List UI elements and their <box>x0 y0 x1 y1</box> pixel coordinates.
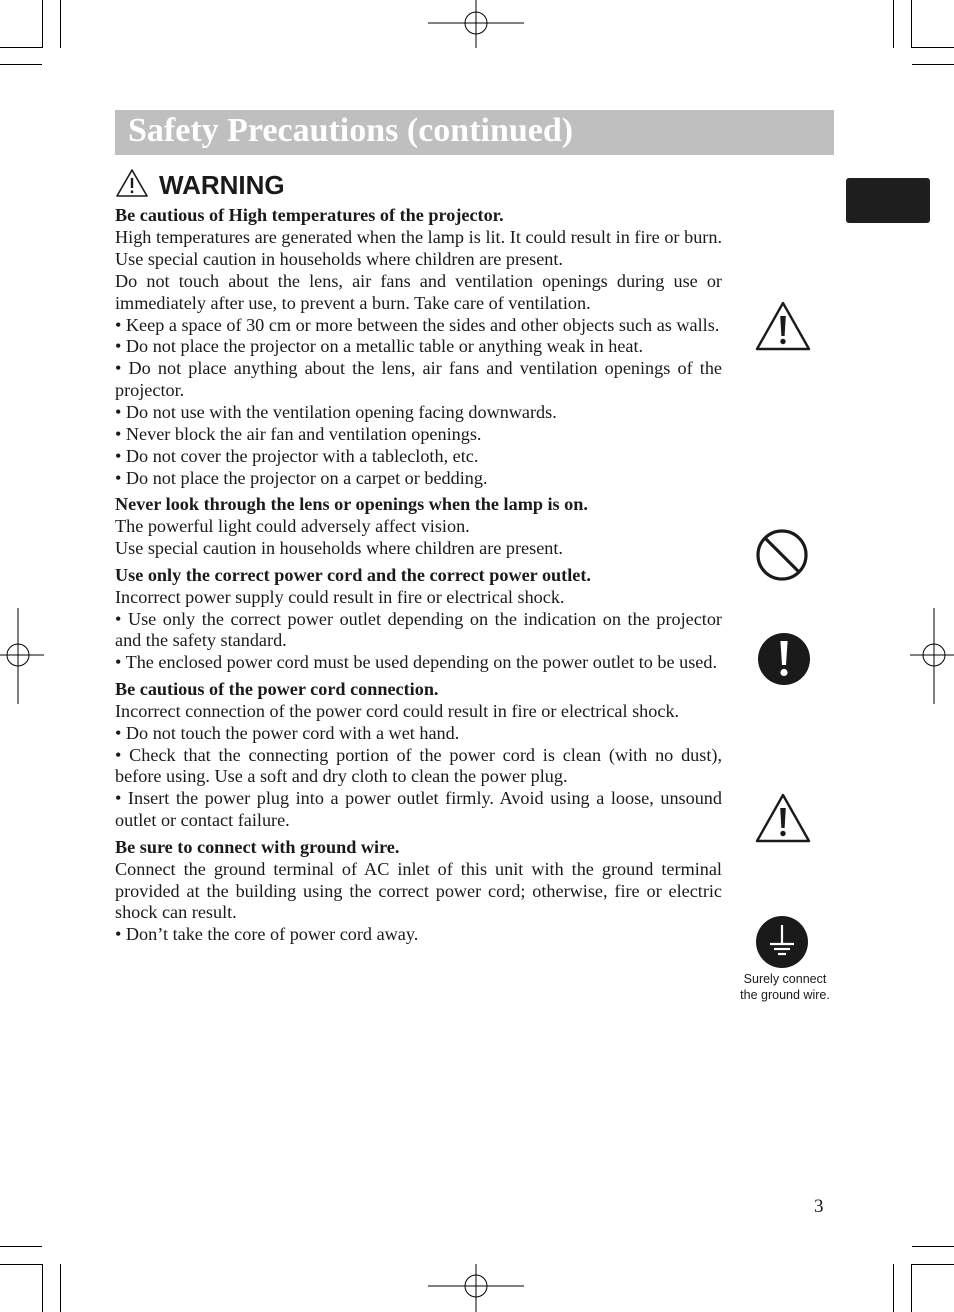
crop-mark <box>42 0 43 48</box>
caution-triangle-icon <box>754 792 812 844</box>
crop-mark <box>60 1264 61 1312</box>
bullet-item: • Do not cover the projector with a tablecloth, etc. <box>115 445 479 466</box>
section-text: Use special caution in households where children are present. <box>115 538 563 559</box>
page-number: 3 <box>814 1196 824 1217</box>
bullet-item: • Do not place the projector on a carpet or bedding. <box>115 467 488 488</box>
crop-mark <box>911 0 912 48</box>
caption-line: the ground wire. <box>740 988 830 1002</box>
crop-mark <box>912 47 954 48</box>
crop-mark <box>912 1246 954 1247</box>
bullet-item: • Do not use with the ventilation opening facing downwards. <box>115 402 557 423</box>
crop-mark <box>912 1264 954 1265</box>
bullet-item: • Keep a space of 30 cm or more between the sides and other objects such as walls. <box>115 314 720 335</box>
bullet-item: • Use only the correct power outlet depending on the indication on the projector and the safety standard. <box>115 608 722 651</box>
section-heading: Use only the correct power cord and the correct power outlet. <box>115 564 591 585</box>
bullet-item: • Don’t take the core of power cord away. <box>115 924 419 945</box>
crop-mark <box>0 1264 42 1265</box>
caption-line: Surely connect <box>743 972 827 986</box>
section-heading: Be cautious of High temperatures of the projector. <box>115 205 504 225</box>
section-text: Incorrect power supply could result in fire or electrical shock. <box>115 586 565 607</box>
section-text: The powerful light could adversely affect vision. <box>115 516 470 537</box>
crop-mark <box>0 64 42 65</box>
warning-label: WARNING <box>159 170 285 200</box>
section-cord-connection <box>115 679 722 832</box>
section-power-cord <box>115 565 722 675</box>
section-text: Do not touch about the lens, air fans and ventilation openings during use or immediately after use, to prevent a burn. Take care of ventilation. <box>115 270 722 313</box>
prohibition-icon <box>755 528 809 582</box>
ground-wire-icon <box>755 915 809 969</box>
registration-mark <box>428 0 524 48</box>
registration-mark <box>0 608 44 704</box>
bullet-item: • Never block the air fan and ventilation openings. <box>115 424 482 445</box>
crop-mark <box>42 1264 43 1312</box>
crop-mark <box>911 1264 912 1312</box>
bullet-item: • Do not place anything about the lens, air fans and ventilation openings of the projector. <box>115 358 722 401</box>
section-heading: Never look through the lens or openings when the lamp is on. <box>115 494 588 515</box>
bullet-item: • Do not place the projector on a metallic table or anything weak in heat. <box>115 336 644 357</box>
section-text: Incorrect connection of the power cord could result in fire or electrical shock. <box>115 700 680 721</box>
section-heading: Be cautious of the power cord connection. <box>115 678 439 699</box>
section-lens <box>115 494 722 560</box>
section-heading: Be sure to connect with ground wire. <box>115 836 400 857</box>
caution-triangle-icon <box>754 300 812 352</box>
mandatory-exclamation-icon <box>757 632 811 686</box>
bullet-item: • The enclosed power cord must be used depending on the power outlet to be used. <box>115 652 718 673</box>
section-ground-wire <box>115 837 722 947</box>
registration-mark <box>910 608 954 704</box>
bullet-item: • Check that the connecting portion of the power cord is clean (with no dust), before using. Use a soft and dry cloth to clean the power plug. <box>115 744 722 787</box>
title-bar <box>115 110 834 155</box>
registration-mark <box>428 1264 524 1312</box>
crop-mark <box>893 1264 894 1312</box>
crop-mark <box>60 0 61 48</box>
section-text: High temperatures are generated when the lamp is lit. It could result in fire or burn. Use special caution in households where children are present. <box>115 226 722 269</box>
bullet-item: • Insert the power plug into a power outlet firmly. Avoid using a loose, unsound outlet or contact failure. <box>115 788 722 831</box>
page-title: Safety Precautions (continued) <box>128 112 574 149</box>
warning-triangle-icon <box>115 168 149 198</box>
crop-mark <box>893 0 894 48</box>
ground-wire-caption <box>730 971 840 1003</box>
crop-mark <box>0 47 42 48</box>
section-high-temperature <box>115 205 722 490</box>
crop-mark <box>912 64 954 65</box>
section-text: Connect the ground terminal of AC inlet of this unit with the ground terminal provided at the building using the correct power cord; otherwise, fire or electric shock can result. <box>115 858 722 923</box>
language-tab <box>846 178 930 223</box>
warning-content <box>115 205 722 951</box>
crop-mark <box>0 1246 42 1247</box>
bullet-item: • Do not touch the power cord with a wet hand. <box>115 722 460 743</box>
